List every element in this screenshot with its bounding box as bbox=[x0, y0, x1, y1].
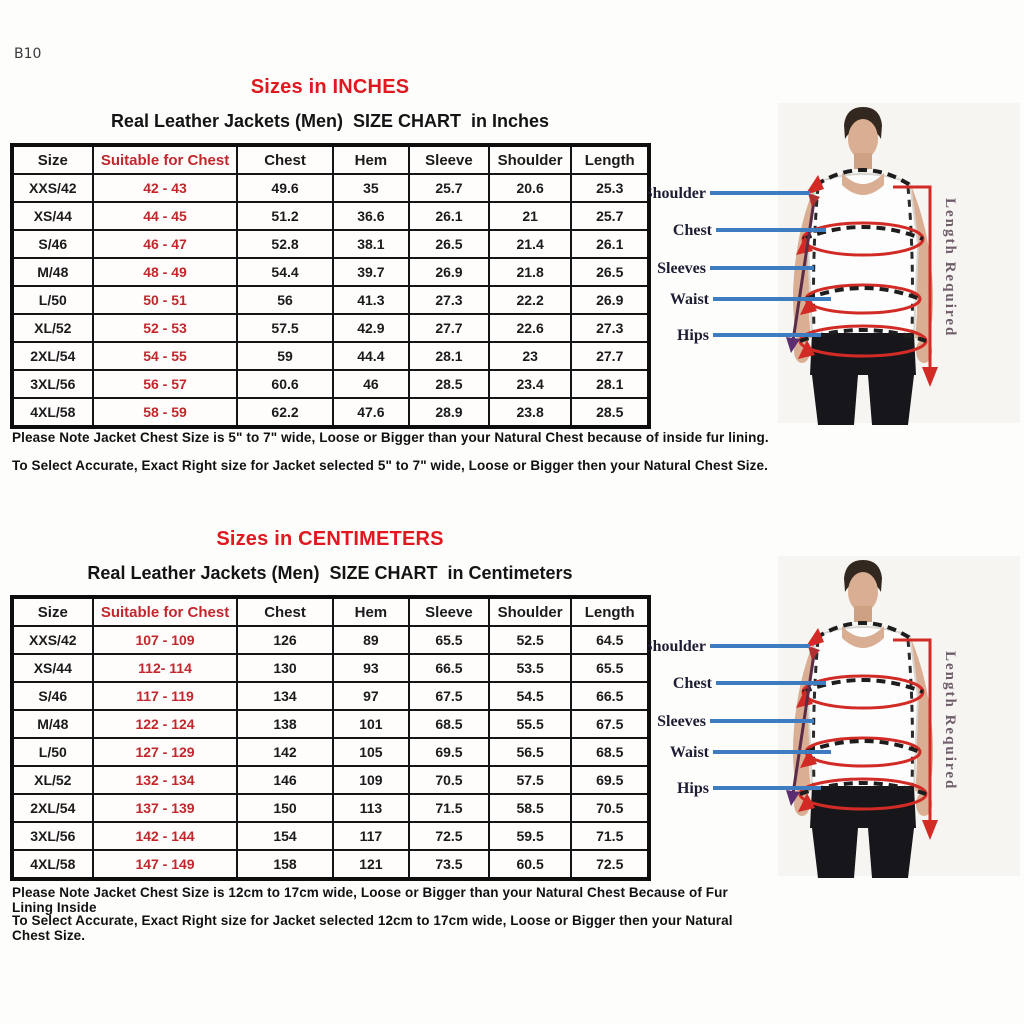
size-cell: 3XL/56 bbox=[12, 822, 93, 850]
size-cell: 70.5 bbox=[571, 794, 649, 822]
column-header: Sleeve bbox=[409, 145, 489, 174]
size-cell: 62.2 bbox=[237, 398, 332, 427]
size-cell: 134 bbox=[237, 682, 332, 710]
size-cell: 68.5 bbox=[571, 738, 649, 766]
sleeves-label: Sleeves bbox=[657, 713, 706, 730]
size-cell: M/48 bbox=[12, 258, 93, 286]
sleeves-label: Sleeves bbox=[657, 260, 706, 277]
column-header: Shoulder bbox=[489, 597, 572, 626]
size-cell: 42.9 bbox=[333, 314, 410, 342]
waist-pointer-line bbox=[713, 750, 831, 754]
size-cell: 48 - 49 bbox=[93, 258, 238, 286]
size-cell: 21.4 bbox=[489, 230, 572, 258]
size-cell: L/50 bbox=[12, 738, 93, 766]
size-cell: 25.7 bbox=[409, 174, 489, 202]
size-cell: XL/52 bbox=[12, 766, 93, 794]
size-cell: 72.5 bbox=[409, 822, 489, 850]
left-leg bbox=[812, 828, 858, 878]
waist-pointer-line bbox=[713, 297, 831, 301]
column-header: Size bbox=[12, 597, 93, 626]
size-cell: 59.5 bbox=[489, 822, 572, 850]
size-cell: 58 - 59 bbox=[93, 398, 238, 427]
size-cell: 2XL/54 bbox=[12, 794, 93, 822]
size-cell: 23.8 bbox=[489, 398, 572, 427]
size-row bbox=[12, 314, 649, 342]
size-cell: 28.5 bbox=[571, 398, 649, 427]
size-cell: 28.9 bbox=[409, 398, 489, 427]
size-cell: 117 bbox=[333, 822, 410, 850]
size-cell: 23 bbox=[489, 342, 572, 370]
size-cell: 93 bbox=[333, 654, 410, 682]
size-cell: 121 bbox=[333, 850, 410, 879]
size-cell: 60.5 bbox=[489, 850, 572, 879]
measurement-figure-svg bbox=[648, 103, 1020, 435]
tank-top bbox=[808, 174, 918, 341]
size-row bbox=[12, 286, 649, 314]
right-leg bbox=[868, 375, 914, 425]
shoulder-label: Shoulder bbox=[648, 185, 706, 202]
neck bbox=[854, 153, 872, 169]
size-cell: 71.5 bbox=[409, 794, 489, 822]
size-cell: 59 bbox=[237, 342, 332, 370]
note-inches-2: To Select Accurate, Exact Right size for Jacket selected 5" to 7" wide, Loose or Bigger then your Natural Chest Size. bbox=[12, 458, 768, 473]
waist-label: Waist bbox=[669, 291, 709, 308]
size-cell: 66.5 bbox=[409, 654, 489, 682]
size-row bbox=[12, 794, 649, 822]
size-cell: 60.6 bbox=[237, 370, 332, 398]
chest-pointer-line bbox=[716, 228, 826, 232]
size-cell: 67.5 bbox=[409, 682, 489, 710]
hips-pointer-line bbox=[713, 333, 821, 337]
page-code: B10 bbox=[14, 46, 42, 62]
column-header: Suitable for Chest bbox=[93, 597, 238, 626]
size-cell: 4XL/58 bbox=[12, 850, 93, 879]
size-cell: 132 - 134 bbox=[93, 766, 238, 794]
shoulder-pointer-line bbox=[710, 644, 810, 648]
column-header: Length bbox=[571, 597, 649, 626]
size-cell: 51.2 bbox=[237, 202, 332, 230]
size-cell: 70.5 bbox=[409, 766, 489, 794]
size-cell: 54.4 bbox=[237, 258, 332, 286]
section-subtitle-inches: Real Leather Jackets (Men) SIZE CHART in Inches bbox=[110, 111, 550, 131]
size-cell: 23.4 bbox=[489, 370, 572, 398]
size-row bbox=[12, 202, 649, 230]
length-required-label: Length Required bbox=[942, 198, 958, 338]
size-row bbox=[12, 682, 649, 710]
size-cell: 109 bbox=[333, 766, 410, 794]
size-cell: XS/44 bbox=[12, 654, 93, 682]
size-row bbox=[12, 654, 649, 682]
size-cell: 57.5 bbox=[237, 314, 332, 342]
measurement-figure-svg bbox=[648, 556, 1020, 888]
size-cell: 50 - 51 bbox=[93, 286, 238, 314]
size-cell: 54.5 bbox=[489, 682, 572, 710]
chest-label: Chest bbox=[672, 222, 712, 239]
size-cell: 146 bbox=[237, 766, 332, 794]
size-cell: 46 - 47 bbox=[93, 230, 238, 258]
man-model bbox=[778, 556, 1020, 878]
size-chart-centimeters-table bbox=[10, 595, 651, 881]
size-cell: 107 - 109 bbox=[93, 626, 238, 654]
neck bbox=[854, 606, 872, 622]
right-leg bbox=[868, 828, 914, 878]
size-cell: 58.5 bbox=[489, 794, 572, 822]
hips-pointer-line bbox=[713, 786, 821, 790]
size-cell: 142 bbox=[237, 738, 332, 766]
size-cell: 154 bbox=[237, 822, 332, 850]
size-row bbox=[12, 370, 649, 398]
size-cell: 130 bbox=[237, 654, 332, 682]
size-cell: 52 - 53 bbox=[93, 314, 238, 342]
size-cell: 69.5 bbox=[409, 738, 489, 766]
size-cell: S/46 bbox=[12, 682, 93, 710]
size-cell: 21 bbox=[489, 202, 572, 230]
size-cell: 27.3 bbox=[409, 286, 489, 314]
size-cell: 41.3 bbox=[333, 286, 410, 314]
sleeves-pointer-line bbox=[710, 719, 814, 723]
man-model bbox=[778, 103, 1020, 425]
size-cell: 28.1 bbox=[571, 370, 649, 398]
size-cell: 4XL/58 bbox=[12, 398, 93, 427]
size-cell: 56 - 57 bbox=[93, 370, 238, 398]
size-row bbox=[12, 766, 649, 794]
size-cell: 27.7 bbox=[409, 314, 489, 342]
size-cell: 52.5 bbox=[489, 626, 572, 654]
note-centimeters-2: To Select Accurate, Exact Right size for Jacket selected 12cm to 17cm wide, Loose or Bigger then your Natural Chest Size. bbox=[12, 913, 733, 943]
hips-label: Hips bbox=[676, 327, 709, 344]
size-cell: 21.8 bbox=[489, 258, 572, 286]
size-cell: 127 - 129 bbox=[93, 738, 238, 766]
size-cell: 39.7 bbox=[333, 258, 410, 286]
size-cell: 42 - 43 bbox=[93, 174, 238, 202]
shoulder-label: Shoulder bbox=[648, 638, 706, 655]
size-cell: 27.3 bbox=[571, 314, 649, 342]
chest-label: Chest bbox=[672, 675, 712, 692]
size-cell: 26.5 bbox=[571, 258, 649, 286]
size-chart-inches-table bbox=[10, 143, 651, 429]
size-cell: 112- 114 bbox=[93, 654, 238, 682]
column-header: Chest bbox=[237, 145, 332, 174]
size-cell: XL/52 bbox=[12, 314, 93, 342]
shoulder-pointer-line bbox=[710, 191, 810, 195]
section-title-centimeters: Sizes in CENTIMETERS bbox=[216, 528, 444, 550]
size-cell: 3XL/56 bbox=[12, 370, 93, 398]
size-row bbox=[12, 822, 649, 850]
size-cell: 122 - 124 bbox=[93, 710, 238, 738]
size-cell: 89 bbox=[333, 626, 410, 654]
size-cell: 26.9 bbox=[571, 286, 649, 314]
size-cell: 26.1 bbox=[409, 202, 489, 230]
size-cell: 57.5 bbox=[489, 766, 572, 794]
section-subtitle-centimeters: Real Leather Jackets (Men) SIZE CHART in Centimeters bbox=[87, 563, 573, 583]
size-cell: XS/44 bbox=[12, 202, 93, 230]
size-cell: 101 bbox=[333, 710, 410, 738]
size-cell: 26.1 bbox=[571, 230, 649, 258]
column-header: Hem bbox=[333, 597, 410, 626]
size-cell: 28.1 bbox=[409, 342, 489, 370]
column-header: Sleeve bbox=[409, 597, 489, 626]
size-cell: 69.5 bbox=[571, 766, 649, 794]
size-cell: 158 bbox=[237, 850, 332, 879]
size-cell: 2XL/54 bbox=[12, 342, 93, 370]
hips-label: Hips bbox=[676, 780, 709, 797]
size-cell: 147 - 149 bbox=[93, 850, 238, 879]
column-header: Shoulder bbox=[489, 145, 572, 174]
size-cell: S/46 bbox=[12, 230, 93, 258]
header-row bbox=[12, 145, 649, 174]
header-row bbox=[12, 597, 649, 626]
size-row bbox=[12, 710, 649, 738]
size-row bbox=[12, 626, 649, 654]
size-cell: 73.5 bbox=[409, 850, 489, 879]
size-cell: 35 bbox=[333, 174, 410, 202]
size-row bbox=[12, 738, 649, 766]
size-row bbox=[12, 258, 649, 286]
size-cell: 97 bbox=[333, 682, 410, 710]
waist-label: Waist bbox=[669, 744, 709, 761]
measurement-figure bbox=[648, 556, 1020, 888]
size-cell: 46 bbox=[333, 370, 410, 398]
size-cell: 67.5 bbox=[571, 710, 649, 738]
size-cell: 27.7 bbox=[571, 342, 649, 370]
size-cell: 44 - 45 bbox=[93, 202, 238, 230]
size-cell: 38.1 bbox=[333, 230, 410, 258]
size-cell: 36.6 bbox=[333, 202, 410, 230]
note-inches-1: Please Note Jacket Chest Size is 5" to 7" wide, Loose or Bigger than your Natural Chest because of inside fur lining. bbox=[12, 430, 769, 445]
column-header: Chest bbox=[237, 597, 332, 626]
size-cell: 55.5 bbox=[489, 710, 572, 738]
size-cell: 47.6 bbox=[333, 398, 410, 427]
size-cell: 66.5 bbox=[571, 682, 649, 710]
size-cell: 71.5 bbox=[571, 822, 649, 850]
size-cell: 22.6 bbox=[489, 314, 572, 342]
size-cell: 113 bbox=[333, 794, 410, 822]
size-cell: 53.5 bbox=[489, 654, 572, 682]
size-cell: 28.5 bbox=[409, 370, 489, 398]
size-cell: 44.4 bbox=[333, 342, 410, 370]
column-header: Length bbox=[571, 145, 649, 174]
size-cell: 22.2 bbox=[489, 286, 572, 314]
size-cell: 138 bbox=[237, 710, 332, 738]
column-header: Size bbox=[12, 145, 93, 174]
size-cell: XXS/42 bbox=[12, 626, 93, 654]
size-cell: 26.5 bbox=[409, 230, 489, 258]
size-row bbox=[12, 174, 649, 202]
size-cell: 126 bbox=[237, 626, 332, 654]
size-cell: 20.6 bbox=[489, 174, 572, 202]
size-cell: 68.5 bbox=[409, 710, 489, 738]
size-cell: 52.8 bbox=[237, 230, 332, 258]
size-cell: 54 - 55 bbox=[93, 342, 238, 370]
size-cell: XXS/42 bbox=[12, 174, 93, 202]
length-required-label: Length Required bbox=[942, 651, 958, 791]
size-cell: 117 - 119 bbox=[93, 682, 238, 710]
column-header: Hem bbox=[333, 145, 410, 174]
size-cell: 72.5 bbox=[571, 850, 649, 879]
size-cell: 150 bbox=[237, 794, 332, 822]
size-row bbox=[12, 342, 649, 370]
size-cell: 105 bbox=[333, 738, 410, 766]
tank-top bbox=[808, 627, 918, 794]
size-cell: 49.6 bbox=[237, 174, 332, 202]
size-cell: L/50 bbox=[12, 286, 93, 314]
chest-pointer-line bbox=[716, 681, 826, 685]
size-cell: 56 bbox=[237, 286, 332, 314]
left-leg bbox=[812, 375, 858, 425]
size-cell: 137 - 139 bbox=[93, 794, 238, 822]
column-header: Suitable for Chest bbox=[93, 145, 238, 174]
size-cell: 26.9 bbox=[409, 258, 489, 286]
size-cell: 65.5 bbox=[571, 654, 649, 682]
sleeves-pointer-line bbox=[710, 266, 814, 270]
size-cell: M/48 bbox=[12, 710, 93, 738]
size-row bbox=[12, 850, 649, 879]
measurement-figure bbox=[648, 103, 1020, 435]
size-cell: 25.7 bbox=[571, 202, 649, 230]
size-row bbox=[12, 230, 649, 258]
size-cell: 64.5 bbox=[571, 626, 649, 654]
section-title-inches: Sizes in INCHES bbox=[250, 76, 410, 98]
size-row bbox=[12, 398, 649, 427]
size-cell: 142 - 144 bbox=[93, 822, 238, 850]
size-cell: 56.5 bbox=[489, 738, 572, 766]
size-cell: 65.5 bbox=[409, 626, 489, 654]
note-centimeters-1: Please Note Jacket Chest Size is 12cm to 17cm wide, Loose or Bigger than your Natural Chest Because of Fur Lining Inside bbox=[12, 885, 728, 915]
size-cell: 25.3 bbox=[571, 174, 649, 202]
